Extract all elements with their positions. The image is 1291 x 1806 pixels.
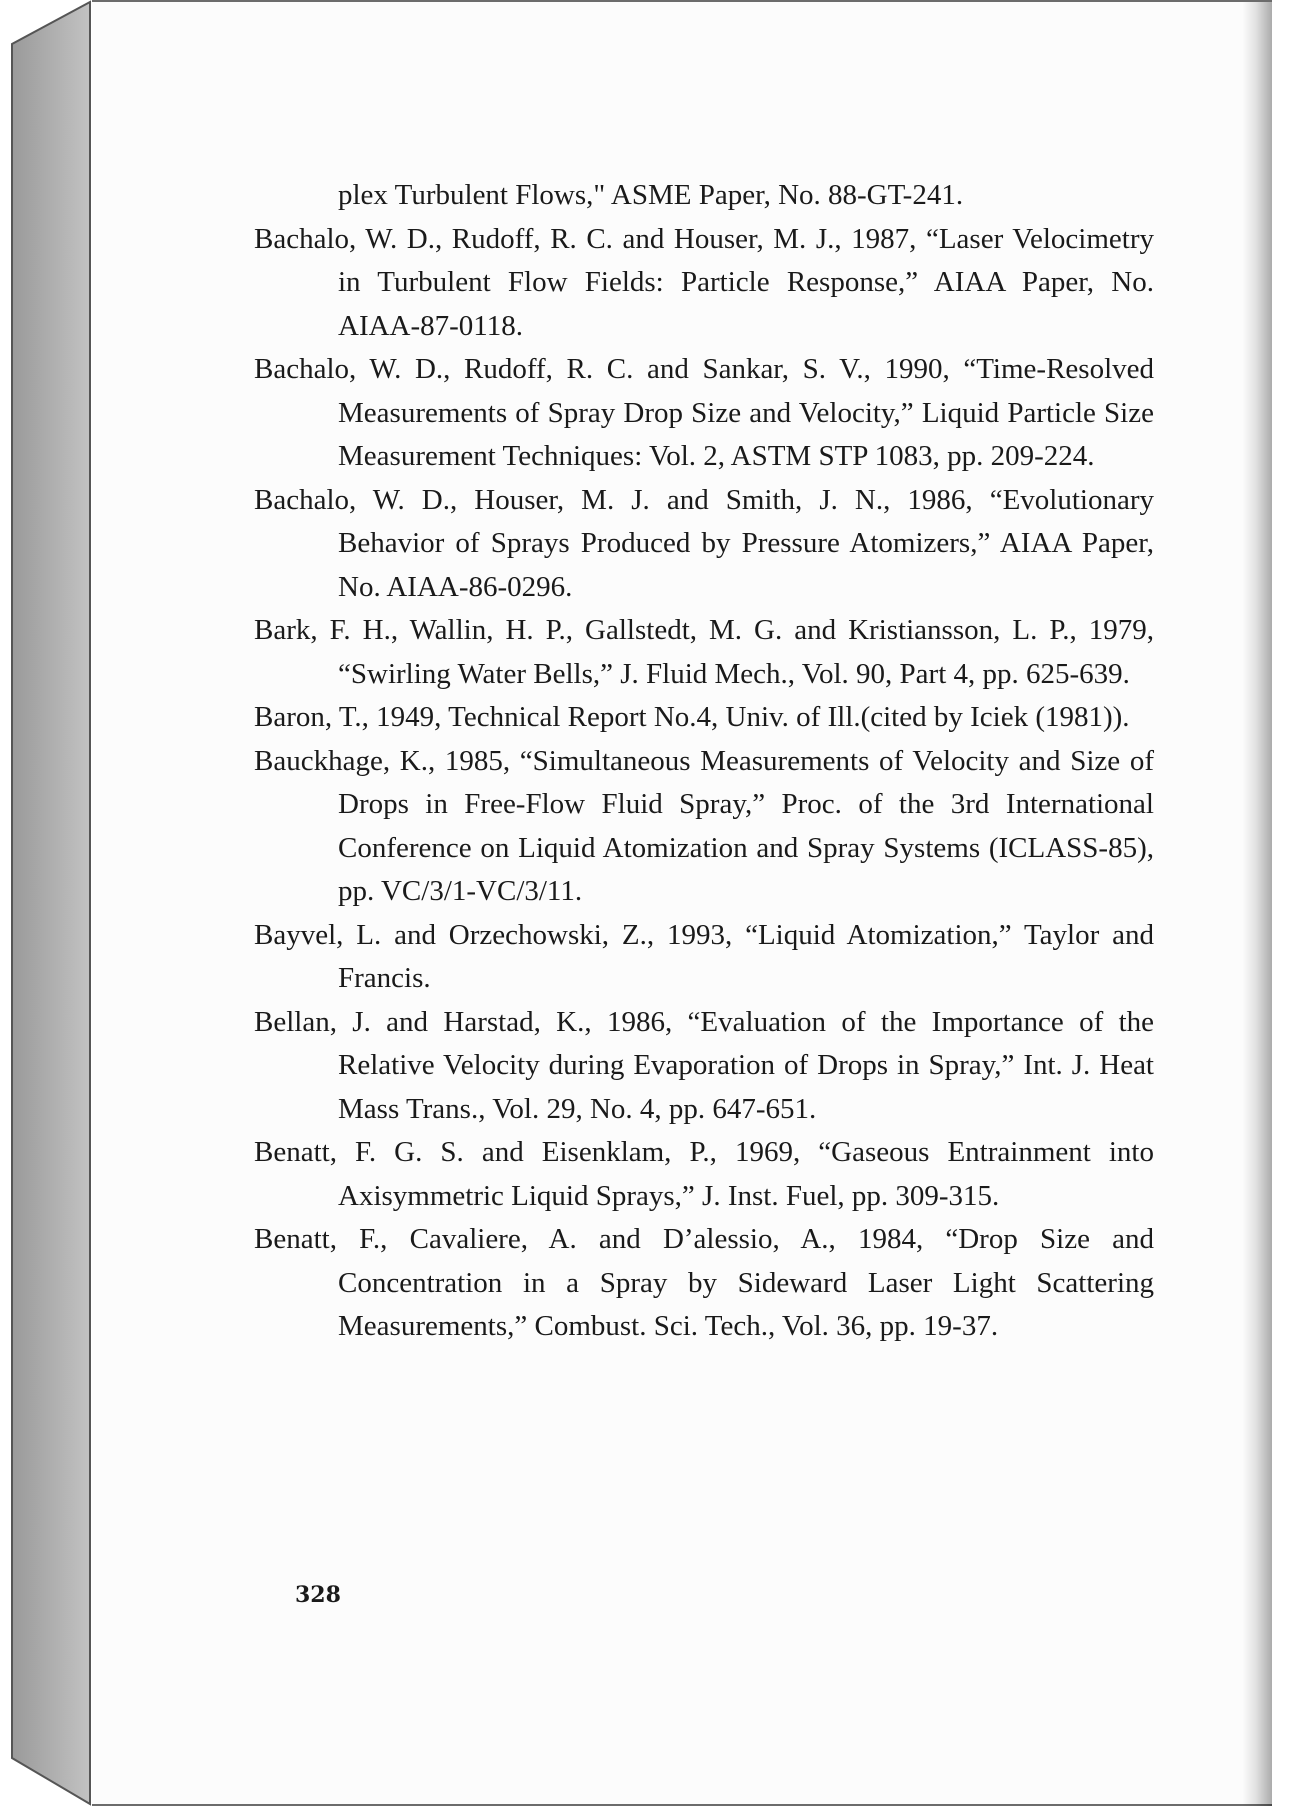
reference-item: Baron, T., 1949, Technical Report No.4, Univ. of Ill.(cited by Iciek (1981)). bbox=[254, 701, 1130, 733]
reference-item: Bayvel, L. and Orzechowski, Z., 1993, “Liquid Atomization,” Taylor and Francis. bbox=[254, 918, 1154, 994]
page-edge-shadow bbox=[1242, 2, 1272, 1806]
reference-item: Bark, F. H., Wallin, H. P., Gallstedt, M. G. and Kristiansson, L. P., 1979, “Swirling Water Bells,” J. Fluid Mech., Vol. 90, Part 4, pp. 625-639. bbox=[254, 614, 1154, 690]
reference-item: Bachalo, W. D., Rudoff, R. C. and Houser, M. J., 1987, “Laser Velocimetry in Turbulent Flow Fields: Particle Response,” AIAA Paper, No. AIAA-87-0118. bbox=[254, 222, 1154, 342]
reference-item: Benatt, F., Cavaliere, A. and D’alessio, A., 1984, “Drop Size and Concentration in a Spray by Sideward Laser Light Scattering Measurements,” Combust. Sci. Tech., Vol. 36, pp. 19-37. bbox=[254, 1223, 1154, 1342]
reference-list bbox=[254, 174, 1154, 1349]
reference-item: Bachalo, W. D., Rudoff, R. C. and Sankar, S. V., 1990, “Time-Resolved Measurements of Spray Drop Size and Velocity,” Liquid Particle Size Measurement Techniques: Vol. 2, ASTM STP 1083, pp. 209-224. bbox=[254, 353, 1154, 472]
reference-item: Bachalo, W. D., Houser, M. J. and Smith, J. N., 1986, “Evolutionary Behavior of Sprays Produced by Pressure Atomizers,” AIAA Paper, No. AIAA-86-0296. bbox=[254, 483, 1154, 603]
page-number: 328 bbox=[295, 1582, 341, 1608]
reference-item: Bauckhage, K., 1985, “Simultaneous Measurements of Velocity and Size of Drops in Free-Flow Fluid Spray,” Proc. of the 3rd International Conference on Liquid Atomization and Spray Systems (ICLASS-85), pp. VC/3/1-VC/3/11. bbox=[254, 744, 1154, 907]
reference-item: Benatt, F. G. S. and Eisenklam, P., 1969, “Gaseous Entrainment into Axisymmetric Liquid Sprays,” J. Inst. Fuel, pp. 309-315. bbox=[254, 1136, 1154, 1212]
reference-item: Bellan, J. and Harstad, K., 1986, “Evaluation of the Importance of the Relative Velocity during Evaporation of Drops in Spray,” Int. J. Heat Mass Trans., Vol. 29, No. 4, pp. 647-651. bbox=[254, 1005, 1154, 1125]
reference-item: plex Turbulent Flows," ASME Paper, No. 88-GT-241. bbox=[338, 179, 964, 211]
